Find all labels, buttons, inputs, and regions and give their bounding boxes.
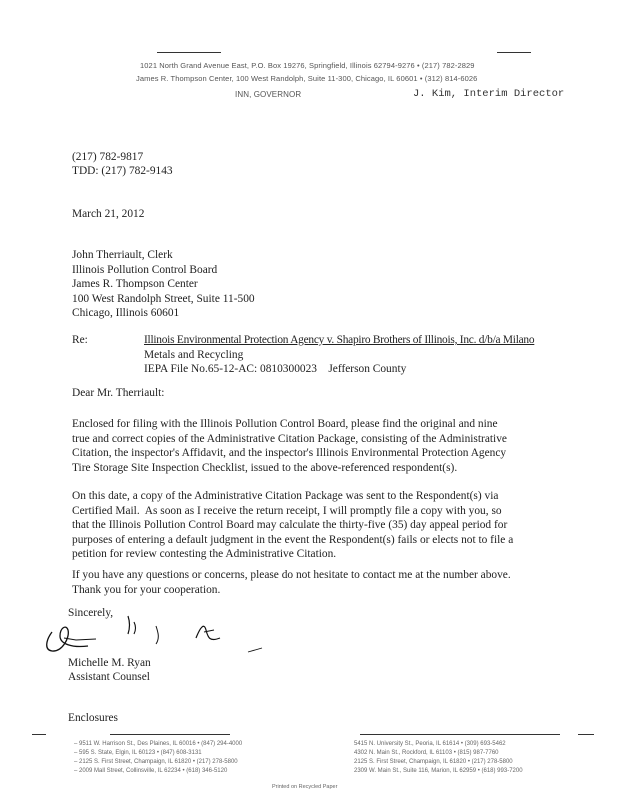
- paragraph-line: Thank you for your cooperation.: [72, 583, 221, 596]
- letterhead-rule-left: [157, 52, 221, 53]
- footer-office: 2309 W. Main St., Suite 116, Marion, IL 62959 • (618) 993-7200: [354, 768, 523, 774]
- recipient-city: Chicago, Illinois 60601: [72, 307, 180, 320]
- footer-rule-mid-left: [110, 734, 230, 735]
- paragraph-line: Certified Mail. As soon as I receive the return receipt, I will promptly file a copy with you, so: [72, 504, 502, 517]
- paragraph-questions: [72, 568, 552, 597]
- footer-office: – 2125 S. First Street, Champaign, IL 61820 • (217) 278-5800: [74, 759, 238, 765]
- contact-phone: (217) 782-9817: [72, 151, 144, 163]
- paragraph-line: purposes of entering a default judgment in the event the Respondent(s) fails or elects not to file a: [72, 533, 514, 546]
- recipient-org: Illinois Pollution Control Board: [72, 263, 218, 276]
- salutation: Dear Mr. Therriault:: [72, 387, 165, 399]
- re-case-title-line2: Metals and Recycling: [144, 348, 244, 361]
- closing: Sincerely,: [68, 607, 114, 619]
- re-file-number: IEPA File No.65-12-AC: 0810300023 Jefferson County: [144, 363, 407, 376]
- recipient-block: [72, 248, 255, 321]
- paragraph-line: petition for review contesting the Administrative Citation.: [72, 548, 337, 561]
- paragraph-certified-mail: [72, 489, 552, 562]
- paragraph-line: Enclosed for filing with the Illinois Pollution Control Board, please find the original and nine: [72, 418, 498, 430]
- footer-offices-left: [74, 741, 242, 777]
- recipient-building: James R. Thompson Center: [72, 278, 198, 291]
- footer-office: 5415 N. University St., Peoria, IL 61614 • (309) 693-5462: [354, 741, 506, 747]
- re-label: Re:: [72, 334, 88, 346]
- paragraph-enclosed: [72, 417, 552, 475]
- paragraph-line: that the Illinois Pollution Control Board may calculate the thirty-five (35) day appeal period for: [72, 519, 508, 532]
- footer-office: 2125 S. First Street, Champaign, IL 61820 • (217) 278-5800: [354, 759, 513, 765]
- paragraph-line: On this date, a copy of the Administrative Citation Package was sent to the Respondent(s) via: [72, 490, 499, 502]
- paragraph-line: If you have any questions or concerns, please do not hesitate to contact me at the number above.: [72, 569, 511, 581]
- footer-offices-right: [354, 741, 523, 777]
- recipient-name: John Therriault, Clerk: [72, 249, 173, 261]
- letterhead-governor: INN, GOVERNOR: [235, 90, 302, 99]
- recipient-street: 100 West Randolph Street, Suite 11-500: [72, 292, 255, 305]
- paragraph-line: Citation, the inspector's Affidavit, and the inspector's Illinois Environmental Protection Agency: [72, 447, 507, 460]
- signer-title: Assistant Counsel: [68, 671, 150, 683]
- footer-office: 4302 N. Main St., Rockford, IL 61103 • (815) 987-7760: [354, 750, 499, 756]
- enclosures-note: Enclosures: [68, 712, 118, 724]
- letterhead-rule-right: [497, 52, 531, 53]
- re-block: [144, 333, 564, 377]
- footer-rule-mid-right: [360, 734, 560, 735]
- letterhead-address-chicago: James R. Thompson Center, 100 West Randolph, Suite 11-300, Chicago, IL 60601 • (312) 814-6026: [136, 74, 478, 83]
- letterhead-address-springfield: 1021 North Grand Avenue East, P.O. Box 19276, Springfield, Illinois 62794-9276 • (217) 782-2829: [140, 61, 475, 70]
- contact-tdd: TDD: (217) 782-9143: [72, 165, 173, 177]
- footer-office: – 9511 W. Harrison St., Des Plaines, IL 60016 • (847) 294-4000: [74, 741, 243, 747]
- letter-date: March 21, 2012: [72, 208, 145, 220]
- footer-office: – 2009 Mall Street, Collinsville, IL 62234 • (618) 346-5120: [74, 768, 228, 774]
- paragraph-line: true and correct copies of the Administrative Citation Package, consisting of the Administrative: [72, 432, 507, 445]
- footer-office: – 595 S. State, Elgin, IL 60123 • (847) 608-3131: [74, 750, 202, 756]
- footer-rule-left: [32, 734, 46, 735]
- signer-name: Michelle M. Ryan: [68, 657, 151, 669]
- letterhead-director: J. Kim, Interim Director: [413, 88, 565, 100]
- footer-recycled-note: Printed on Recycled Paper: [272, 784, 338, 790]
- re-case-title-line1: Illinois Environmental Protection Agency v. Shapiro Brothers of Illinois, Inc. d/b/a Milano: [144, 334, 535, 346]
- footer-rule-right: [578, 734, 594, 735]
- paragraph-line: Tire Storage Site Inspection Checklist, issued to the above-referenced respondent(s).: [72, 461, 458, 474]
